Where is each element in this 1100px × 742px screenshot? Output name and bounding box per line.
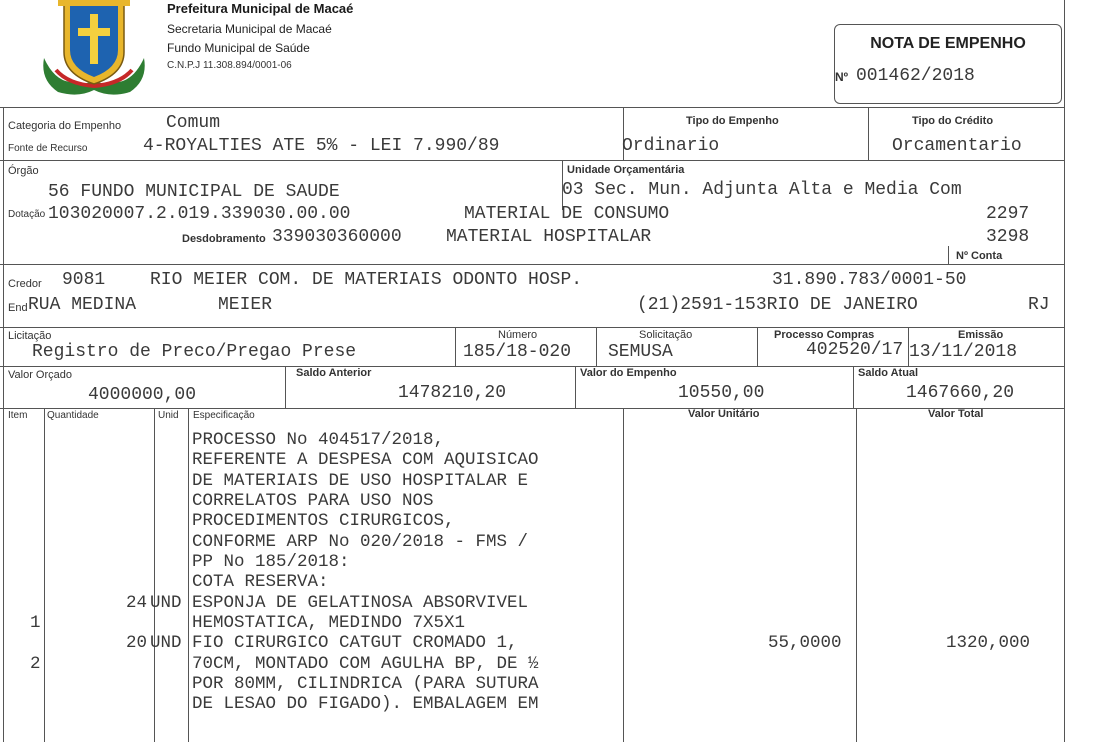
secretaria-name: Secretaria Municipal de Macaé: [167, 22, 332, 36]
quantidade-header: Quantidade: [47, 410, 99, 421]
solicitacao-label: Solicitação: [639, 329, 693, 341]
spec-line: FIO CIRURGICO CATGUT CROMADO 1,: [192, 633, 518, 653]
unidade-value: 03 Sec. Mun. Adjunta Alta e Media Com: [562, 180, 962, 200]
item-number: 1: [30, 613, 41, 633]
numero-value: 185/18-020: [463, 342, 572, 362]
spec-line: POR 80MM, CILINDRICA (PARA SUTURA: [192, 674, 539, 694]
spec-line: REFERENTE A DESPESA COM AQUISICAO: [192, 450, 539, 470]
dotacao-label: Dotação: [8, 209, 46, 220]
solicitacao-value: SEMUSA: [608, 342, 673, 362]
org-cnpj: C.N.P.J 11.308.894/0001-06: [167, 60, 292, 71]
spec-line: CONFORME ARP No 020/2018 - FMS /: [192, 532, 529, 552]
item-number: 2: [30, 654, 41, 674]
spec-line: DE LESAO DO FIGADO). EMBALAGEM EM: [192, 694, 539, 714]
categoria-value: Comum: [166, 113, 221, 133]
emissao-value: 13/11/2018: [909, 342, 1018, 362]
processo-label: Processo Compras: [774, 329, 875, 341]
nota-numero: 001462/2018: [856, 66, 975, 86]
desdobramento-label: Desdobramento: [182, 233, 266, 245]
item-unid: UND: [150, 593, 182, 613]
conta-label: Nº Conta: [956, 250, 1003, 262]
spec-line: PP No 185/2018:: [192, 552, 350, 572]
orgao-label: Órgão: [8, 165, 39, 177]
credor-endereco: RUA MEDINA: [28, 295, 137, 315]
spec-line: PROCEDIMENTOS CIRURGICOS,: [192, 511, 455, 531]
valor-unitario-header: Valor Unitário: [688, 408, 760, 420]
tipo-credito-value: Orcamentario: [892, 136, 1022, 156]
orcado-label: Valor Orçado: [8, 369, 72, 381]
spec-line: PROCESSO No 404517/2018,: [192, 430, 445, 450]
desdobramento-num: 3298: [986, 227, 1030, 247]
empenho-value: 10550,00: [678, 383, 765, 403]
saldo-atual-label: Saldo Atual: [858, 367, 919, 379]
desdobramento-desc: MATERIAL HOSPITALAR: [446, 227, 652, 247]
dotacao-desc: MATERIAL DE CONSUMO: [464, 204, 670, 224]
tipo-credito-label: Tipo do Crédito: [912, 115, 994, 127]
saldo-atual-value: 1467660,20: [906, 383, 1015, 403]
item-quantidade: 24: [126, 593, 148, 613]
processo-value: 402520/17: [806, 340, 904, 360]
item-header: Item: [8, 410, 28, 421]
end-label: End: [8, 302, 28, 314]
numero-label: Número: [498, 329, 538, 341]
credor-uf: RJ: [1028, 295, 1050, 315]
unidade-label: Unidade Orçamentária: [567, 164, 685, 176]
credor-codigo: 9081: [62, 270, 106, 290]
orgao-value: 56 FUNDO MUNICIPAL DE SAUDE: [48, 182, 340, 202]
spec-line: COTA RESERVA:: [192, 572, 329, 592]
spec-line: DE MATERIAIS DE USO HOSPITALAR E: [192, 471, 529, 491]
dotacao-num: 2297: [986, 204, 1030, 224]
fonte-label: Fonte de Recurso: [8, 143, 88, 154]
spec-line: HEMOSTATICA, MEDINDO 7X5X1: [192, 613, 466, 633]
fundo-name: Fundo Municipal de Saúde: [167, 41, 310, 55]
unid-header: Unid: [158, 410, 179, 421]
tipo-empenho-label: Tipo do Empenho: [686, 115, 779, 127]
credor-nome: RIO MEIER COM. DE MATERIAIS ODONTO HOSP.: [150, 270, 583, 290]
spec-line: CORRELATOS PARA USO NOS: [192, 491, 434, 511]
item-valor-unitario: 55,0000: [768, 633, 842, 653]
categoria-label: Categoria do Empenho: [8, 120, 122, 132]
credor-label: Credor: [8, 278, 42, 290]
item-quantidade: 20: [126, 633, 148, 653]
valor-total-header: Valor Total: [928, 408, 984, 420]
especificacao-header: Especificação: [193, 410, 255, 421]
dotacao-value: 103020007.2.019.339030.00.00: [48, 204, 351, 224]
credor-bairro: MEIER: [218, 295, 273, 315]
credor-telefone-cidade: (21)2591-153RIO DE JANEIRO: [637, 295, 918, 315]
coat-of-arms-logo: [38, 0, 150, 98]
spec-line: 70CM, MONTADO COM AGULHA BP, DE ½: [192, 654, 539, 674]
licitacao-value: Registro de Preco/Pregao Prese: [32, 342, 357, 362]
credor-cnpj: 31.890.783/0001-50: [772, 270, 967, 290]
emissao-label: Emissão: [958, 329, 1004, 341]
saldo-anterior-label: Saldo Anterior: [296, 367, 372, 379]
item-unid: UND: [150, 633, 182, 653]
orcado-value: 4000000,00: [88, 385, 197, 405]
doc-title: NOTA DE EMPENHO: [870, 35, 1026, 52]
fonte-value: 4-ROYALTIES ATE 5% - LEI 7.990/89: [143, 136, 500, 156]
org-name: Prefeitura Municipal de Macaé: [167, 1, 354, 16]
spec-line: ESPONJA DE GELATINOSA ABSORVIVEL: [192, 593, 529, 613]
numero-prefix: Nº: [835, 70, 849, 84]
licitacao-label: Licitação: [8, 330, 52, 342]
tipo-empenho-value: Ordinario: [622, 136, 720, 156]
empenho-label: Valor do Empenho: [580, 367, 677, 379]
item-valor-total: 1320,000: [946, 633, 1031, 653]
desdobramento-value: 339030360000: [272, 227, 402, 247]
saldo-anterior-value: 1478210,20: [398, 383, 507, 403]
